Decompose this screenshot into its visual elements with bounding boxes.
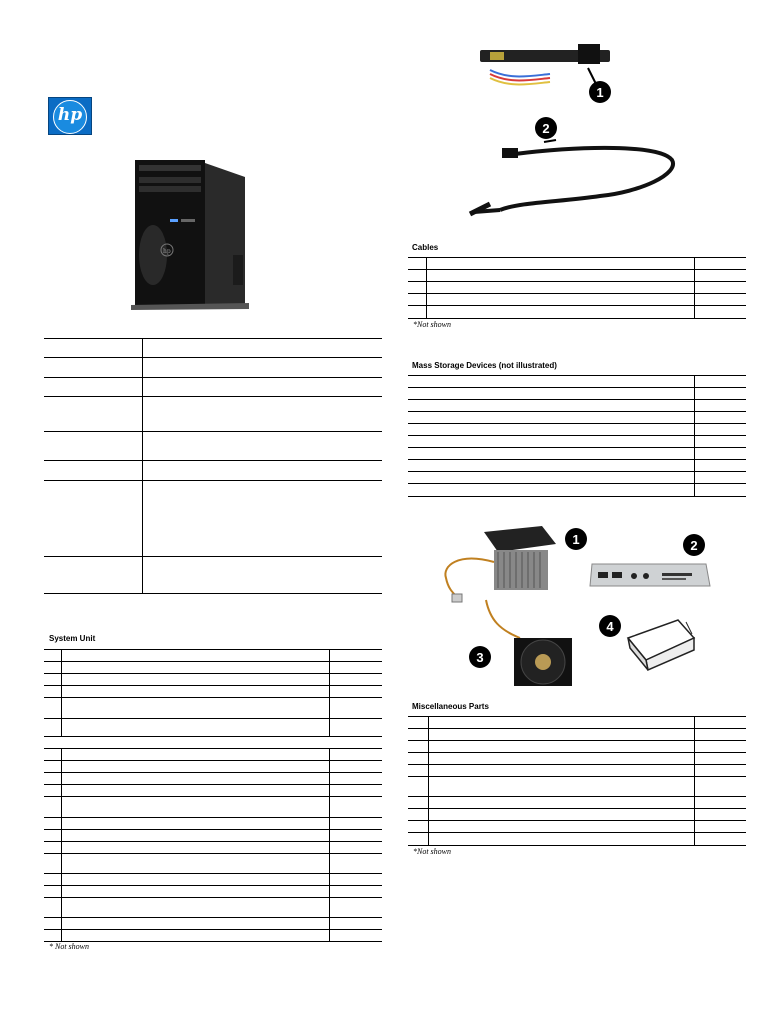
cable-callout-1 (586, 80, 616, 104)
hp-logo-text: hp (57, 105, 83, 125)
misc-callout-3-number: 3 (476, 650, 484, 665)
tower-front-logo: hp (163, 248, 171, 255)
cable-callout-2 (532, 116, 562, 140)
cables-footnote: *Not shown (413, 320, 452, 329)
misc-callout-2-number: 2 (690, 538, 698, 553)
cable-callout-1-number: 1 (596, 85, 604, 100)
misc-parts-title: Miscellaneous Parts (412, 702, 489, 711)
bracket-image (616, 608, 701, 678)
mass-storage-title: Mass Storage Devices (not illustrated) (412, 361, 557, 370)
cable-callout-2-number: 2 (542, 121, 550, 136)
misc-callout-2 (680, 533, 710, 557)
front-io-panel-image (588, 560, 713, 590)
misc-callout-3 (466, 645, 496, 669)
misc-callout-4-number: 4 (606, 619, 614, 634)
hp-logo (48, 97, 92, 135)
misc-parts-footnote: *Not shown (413, 847, 452, 856)
cables-title: Cables (412, 243, 439, 252)
heatsink-fan-image (438, 522, 568, 607)
misc-callout-1-number: 1 (572, 532, 580, 547)
cable-image-2 (460, 140, 680, 230)
misc-callout-4 (596, 614, 626, 638)
system-unit-title: System Unit (49, 634, 96, 643)
system-unit-footnote: * Not shown (49, 942, 90, 951)
misc-callout-1 (562, 527, 592, 551)
desktop-tower-image (125, 155, 265, 315)
